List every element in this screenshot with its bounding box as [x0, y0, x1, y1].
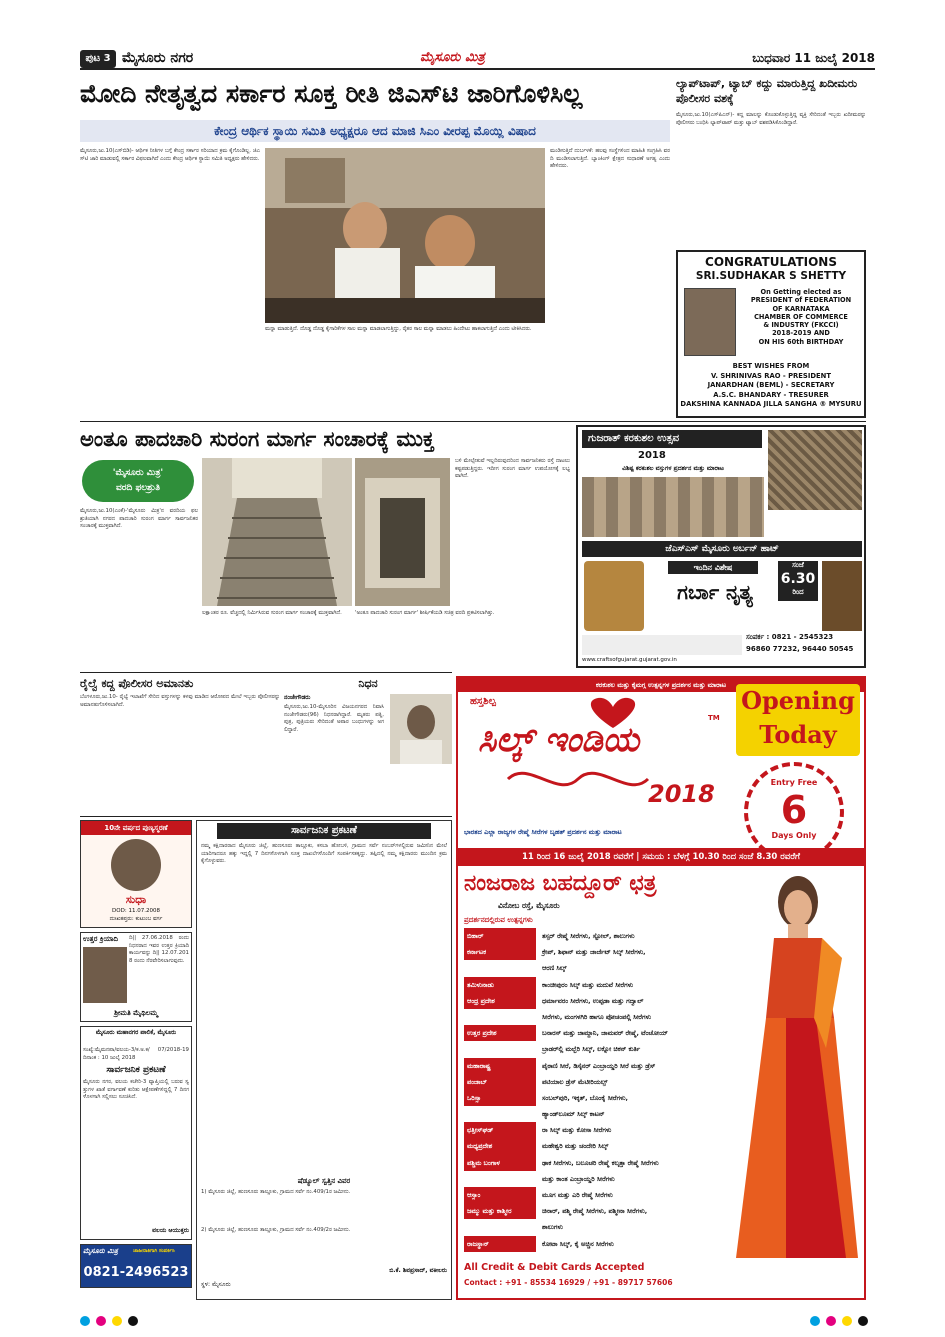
notice-schedule-title: ಷೆಡ್ಯೂಲ್ ಸ್ವತ್ತಿನ ವಿವರ [297, 1177, 351, 1185]
silk-contact: Contact : +91 - 85534 16929 / +91 - 89717 57606 [464, 1278, 673, 1287]
side-news-headline: ಲ್ಯಾಪ್‌ಟಾಪ್, ಟ್ಯಾಬ್ ಕದ್ದು ಮಾರುತ್ತಿದ್ದ ಖದೀಮರು ಪೊಲೀಸರ ವಶಕ್ಕೆ [676, 77, 858, 105]
gujarat-utsav-ad [576, 425, 866, 668]
silk-logo-text: ಸಿಲ್ಕ್ ಇಂಡಿಯ [478, 720, 640, 760]
top-strip-text: ಕರಕುಶಲ ಮತ್ತು ಕೈಮಗ್ಗ ಉತ್ಪನ್ನಗಳ ಪ್ರದರ್ಶನ ಮತ್ತು ಮಾರಾಟ [595, 681, 727, 689]
registration-dot [112, 1316, 122, 1326]
time-label: ಸಂಜೆ [792, 561, 804, 569]
classified-logo: ಮೈಸೂರು ಮಿತ್ರ [83, 1247, 118, 1255]
page-header [80, 48, 875, 70]
days-number: 6 [780, 788, 808, 832]
product-state: ಪಂಜಾಬ್ [464, 1074, 536, 1090]
product-items: ಹ್ಯಾಂಡ್‌ಲೂಮ್ ಸಿಲ್ಕ್ ಕಾಟನ್ [542, 1110, 605, 1119]
congrats-line: OF KARNATAKA [772, 304, 830, 313]
product-items: ಚಿನಾರ್, ಪಶ್ಮಿ ರೇಷ್ಮೆ ಸೀರೆಗಳು, ಪಶ್ಮೀನಾ ಸೀರೆಗಳು, [542, 1207, 648, 1216]
classified-phone: 0821-2496523 [83, 1265, 189, 1280]
remembrance-date: DOD: 11.07.2008 [112, 908, 160, 914]
product-items: ತಸ್ಸರ್ ರೇಷ್ಮೆ ಸೀರೆಗಳು, ಸ್ಟೋಲ್, ಶಾಲುಗಳು [542, 932, 635, 940]
subway-caption-2: 'ಅಂತೂ ಪಾದಚಾರಿ ಸುರಂಗ ಮಾರ್ಗ' ಶೀರ್ಷಿಕೆಯಡಿ ಸಚಿತ್ರ ವರದಿ ಪ್ರಕಟಿಸಲಾಗಿತ್ತು. [355, 610, 495, 616]
divider [80, 672, 452, 673]
product-state: ಮಧ್ಯಪ್ರದೇಶ [464, 1138, 536, 1154]
utsav-subtitle: ವಿಶಿಷ್ಟ ಕರಕುಶಲ ವಸ್ತುಗಳ ಪ್ರದರ್ಶನ ಮತ್ತು ಮಾರಾಟ [622, 465, 724, 472]
time-suffix: ರಿಂದ [792, 588, 804, 596]
subway-photo-2 [355, 458, 450, 606]
silk-tm: TM [708, 714, 720, 722]
header-date: ಬುಧವಾರ 11 ಜುಲೈ 2018 [752, 51, 875, 65]
product-state [464, 1041, 536, 1057]
portrait-graphic [390, 694, 452, 764]
product-row [464, 1138, 724, 1154]
product-state: ಬಿಹಾರ್ [464, 928, 536, 944]
opening-line-2: Today [759, 720, 837, 749]
notice-place: ಸ್ಥಳ: ಮೈಸೂರು [201, 1281, 231, 1288]
product-items: ಪೈಠಾಣಿ ಸೀರೆ, ಡಿಸೈನರ್ ಎಂಬ್ರಾಯ್ಡರಿ ಸೀರೆ ಮತ್ತು ಡ್ರೆಸ್ [542, 1061, 656, 1070]
product-row [464, 944, 724, 960]
lead-headline: ಮೋದಿ ನೇತೃತ್ವದ ಸರ್ಕಾರ ಸೂಕ್ತ ರೀತಿ ಜಿಎಸ್‌ಟಿ ಜಾರಿಗೊಳಿಸಿಲ್ಲ [80, 79, 583, 108]
remembrance-from: ದುಃಖತಪ್ತರು: ಕುಟುಂಬ ವರ್ಗ [109, 916, 163, 922]
ritual-body: ದಿ|| 27.06.2018 ರಂದು ನಿಧನರಾದ ಇವರ ಉತ್ತರ ಕ್ರಿಯಾದಿ ಕಾರ್ಯವನ್ನು ದಿ|| 12.07.2018 ರಂದು ನೆರವೇರಿಸಲಾಗುವುದು. [129, 935, 189, 964]
product-state: ರಾಜಸ್ಥಾನ್ [464, 1236, 536, 1252]
registration-dot [810, 1316, 820, 1326]
page-number: ಪುಟ 3 [85, 53, 111, 64]
registration-dot [128, 1316, 138, 1326]
meeting-photo-graphic [265, 148, 545, 323]
product-items: ಪಟಿಯಾಲ ಡ್ರೆಸ್ ಮೆಟೀರಿಯಲ್ಸ್ [542, 1077, 608, 1086]
utsav-time-box [778, 561, 818, 601]
product-row [464, 977, 724, 993]
congrats-name: SRI.SUDHAKAR S SHETTY [695, 270, 847, 282]
court-body: ಮೈಸೂರು ನಗರ, ವಲಯ ಕಚೇರಿ-3 ವ್ಯಾಪ್ತಿಯಲ್ಲಿ ಬರುವ ಸ್ವತ್ತುಗಳ ಖಾತೆ ವರ್ಗಾವಣೆ ಕುರಿತು ಆಕ್ಷೇಪಣೆಗಳಿದ್ದಲ್ಲಿ 7 ದಿನಗಳೊಳಗಾಗಿ ಸಲ್ಲಿಸಲು ಸೂಚಿಸಿದೆ. [83, 1079, 189, 1101]
remembrance-box [80, 820, 192, 928]
product-state: ಒರಿಸ್ಸಾ [464, 1090, 536, 1106]
subway-photo-1 [202, 458, 352, 606]
product-row [464, 1155, 724, 1171]
silk-road: ವಿನೋಬ ರಸ್ತೆ, ಮೈಸೂರು [498, 901, 560, 910]
lead-column-1: ಮೈಸೂರು,ಜು.10(ಎಸ್‌ಬಿಡಿ)- ಆರ್ಥಿಕ ನೀತಿಗಳ ಬಗ್ಗೆ ಕೇಂದ್ರ ಸರ್ಕಾರ ಸರಿಯಾದ ಕ್ರಮ ಕೈಗೊಂಡಿಲ್ಲ. ಜಿಎಸ್‌ಟಿ ಜಾರಿ ಮಾಡುವಲ್ಲಿ ಸರ್ಕಾರ ವಿಫಲವಾಗಿದೆ ಎಂದು ಕೇಂದ್ರ ಆರ್ಥಿಕ ಸ್ಥಾಯಿ ಸಮಿತಿ ಅಧ್ಯಕ್ಷರು ಹೇಳಿದರು. [80, 148, 260, 162]
product-state [464, 1009, 536, 1025]
utsav-title [582, 430, 762, 448]
product-state: ಪಶ್ಚಿಮ ಬಂಗಾಳ [464, 1155, 536, 1171]
lead-column-2: ಮನ್ನಾ ಮಾಡುತ್ತಿದೆ. ದೊಡ್ಡ ದೊಡ್ಡ ಕೈಗಾರಿಕೆಗಳ ಸಾಲ ಮನ್ನಾ ಮಾಡಲಾಗುತ್ತಿದ್ದು, ರೈತರ ಸಾಲ ಮನ್ನಾ ಮಾಡಲು ಹಿಂದೇಟು ಹಾಕಲಾಗುತ್ತಿದೆ ಎಂದು ಟೀಕಿಸಿದರು. [265, 326, 532, 332]
product-items: ಶಾಲುಗಳು [542, 1223, 563, 1232]
products-title: ಪ್ರದರ್ಶನದಲ್ಲಿರುವ ಉತ್ಪನ್ನಗಳು [464, 916, 533, 924]
product-row [464, 1090, 724, 1106]
silk-india-ad [456, 676, 866, 1300]
product-items: ಮಹೇಶ್ವರಿ ಮತ್ತು ಚಂದೇರಿ ಸಿಲ್ಕ್ [542, 1142, 609, 1151]
product-row [464, 1122, 724, 1138]
product-row [464, 1106, 724, 1122]
congrats-line: ON HIS 60th BIRTHDAY [758, 337, 844, 346]
court-title: ಸಾರ್ವಜನಿಕ ಪ್ರಕಟಣೆ [106, 1065, 166, 1075]
remembrance-header: 10ನೇ ವರ್ಷದ ಪುಣ್ಯಸ್ಮರಣೆ [81, 821, 191, 835]
ritual-name: ಶ್ರೀಮತಿ ಮೈಥಿಲಮ್ಮ [114, 1009, 158, 1017]
utsav-venue-text: ಜೆಎಸ್‌ಎಸ್ ಮೈಸೂರು ಅರ್ಬನ್ ಹಾಟ್ [665, 544, 779, 554]
silk-year: 2018 [648, 780, 715, 808]
product-items: ಆರಣಿ ಸಿಲ್ಕ್ [542, 964, 567, 973]
congratulations-ad [676, 250, 866, 418]
product-items: ಸೀರೆಗಳು, ಮಂಗಳಗಿರಿ ಹಾಗೂ ಪೋಚಂಪಲ್ಲಿ ಸೀರೆಗಳು [542, 1012, 652, 1021]
notice-schedule-2: 2) ಮೈಸೂರು ಜಿಲ್ಲೆ, ಹುಣಸೂರು ತಾಲ್ಲೂಕು, ಗ್ರಾಮದ ಸರ್ವೆ ನಂ.409/2ರ ಜಮೀನು. [201, 1227, 351, 1233]
honoree-photo [684, 288, 736, 356]
product-items: ರಾ ಸಿಲ್ಕ್ ಮತ್ತು ಕೋಸಾ ಸೀರೆಗಳು [542, 1126, 612, 1135]
subway-column-3: ಬಳಿ ಮೇಲ್ಸೇತುವೆ ಇಲ್ಲದಿರುವುದರಿಂದ ಸಾರ್ವಜನಿಕರು ರಸ್ತೆ ದಾಟಲು ಕಷ್ಟಪಡುತ್ತಿದ್ದರು. ಇದೀಗ ಸುರಂಗ ಮಾರ್ಗ ಉಪಯೋಗಕ್ಕೆ ಲಭ್ಯವಾಗಿದೆ. [455, 458, 570, 480]
badge-line-1: 'ಮೈಸೂರು ಮಿತ್ರ' [112, 468, 164, 478]
silk-dates-text: 11 ರಿಂದ 16 ಜುಲೈ 2018 ರವರೆಗೆ | ಸಮಯ : ಬೆಳಗ್ಗೆ 10.30 ರಿಂದ ಸಂಜೆ 8.30 ರವರೆಗೆ [522, 852, 800, 862]
wishes-label: BEST WISHES FROM [732, 362, 810, 370]
congrats-wishes [678, 362, 864, 410]
utsav-website: www.craftsofgujarat.gujarat.gov.in [582, 657, 677, 663]
utsav-logos [582, 635, 742, 655]
product-row [464, 1203, 724, 1219]
silk-tagline: ಭಾರತದ ಎಲ್ಲಾ ರಾಜ್ಯಗಳ ರೇಷ್ಮೆ ಸೀರೆಗಳ ಬೃಹತ್ ಪ್ರದರ್ಶನ ಮತ್ತು ಮಾರಾಟ [464, 828, 622, 836]
section-name: ಮೈಸೂರು ನಗರ [122, 50, 194, 66]
public-notice-box [196, 820, 452, 1300]
stairs-photo-graphic [202, 458, 352, 606]
death-ritual-box [80, 932, 192, 1022]
notice-title-text: ಸಾರ್ವಜನಿಕ ಪ್ರಕಟಣೆ [291, 825, 357, 836]
product-items: ಕಾಂಚೀಪುರಂ ಸಿಲ್ಕ್ ಮತ್ತು ಮದುವೆ ಸೀರೆಗಳು [542, 980, 634, 989]
product-state [464, 1171, 536, 1187]
wisher: A.S.C. BHANDARY - TRESURER [713, 390, 829, 399]
silk-dates [458, 848, 864, 866]
product-row [464, 1171, 724, 1187]
masthead: ಮೈಸೂರು ಮಿತ್ರ [420, 50, 485, 65]
saree-model-image [726, 868, 864, 1258]
utsav-dancers-photo [822, 561, 862, 631]
lead-subhead [80, 120, 670, 142]
obituary-header: ನಿಧನ [358, 677, 378, 690]
court-sign: ವಲಯ ಆಯುಕ್ತರು [152, 1227, 189, 1234]
product-row [464, 1187, 724, 1203]
opening-today-badge [736, 684, 860, 756]
product-items: ಢಾಕ ಸೀರೆಗಳು, ಬಲೂಚರಿ ರೇಷ್ಮೆ ಕಲ್ಕತ್ತಾ ರೇಷ್ಮೆ ಸೀರೆಗಳು [542, 1158, 659, 1167]
subway-badge [82, 460, 194, 502]
utsav-contact: ಸಂಪರ್ಕ : 0821 - 2545323 [746, 633, 834, 641]
ritual-photo [83, 947, 127, 1003]
product-items: ಮೂಗ ಮತ್ತು ಎರಿ ರೇಷ್ಮೆ ಸೀರೆಗಳು [542, 1191, 613, 1199]
product-row [464, 928, 724, 944]
product-row [464, 1025, 724, 1041]
product-items: ಬ್ರಾಡರ್‌ಲ್ಲಿ ಮಲ್ಬೆರಿ ಸಿಲ್ಕ್, ಲಕ್ನೋ ಚಿಕನ್ ಕುರ್ತಿ [542, 1045, 641, 1054]
product-items: ಕೋಟಾ ಸಿಲ್ಕ್, ಕೈ ಅಚ್ಚಿನ ಸೀರೆಗಳು [542, 1239, 614, 1248]
subway-caption-1: ಲಕ್ಷಾಂತರ ರೂ. ವೆಚ್ಚದಲ್ಲಿ ನಿರ್ಮಿಸಿರುವ ಸುರಂಗ ಮಾರ್ಗ ಸಂಚಾರಕ್ಕೆ ಮುಕ್ತವಾಗಿದೆ. [202, 610, 342, 616]
lead-subhead-text: ಕೇಂದ್ರ ಆರ್ಥಿಕ ಸ್ಥಾಯಿ ಸಮಿತಿ ಅಧ್ಯಕ್ಷರೂ ಆದ ಮಾಜಿ ಸಿಎಂ ವೀರಪ್ಪ ಮೊಯ್ಲಿ ವಿಷಾದ [214, 124, 536, 138]
utsav-dance: ಗರ್ಬಾ ನೃತ್ಯ [677, 580, 753, 604]
product-state: ಮಹಾರಾಷ್ಟ್ರ [464, 1058, 536, 1074]
congrats-line: On Getting elected as [760, 288, 842, 296]
obituary-name: ನಂಜೇಗೌಡರು [284, 694, 311, 701]
days-only-badge [744, 762, 844, 862]
product-row [464, 1058, 724, 1074]
registration-dot [842, 1316, 852, 1326]
product-row [464, 1219, 724, 1235]
wisher: DAKSHINA KANNADA JILLA SANGHA ® MYSURU [680, 400, 862, 408]
court-notice-box [80, 1026, 192, 1240]
opening-line-1: Opening [741, 686, 855, 715]
product-row [464, 960, 724, 976]
product-row [464, 993, 724, 1009]
railway-body: ಬೆಂಗಳೂರು,ಜು.10- ರೈಲ್ವೆ ಇಲಾಖೆಗೆ ಸೇರಿದ ವಸ್ತುಗಳನ್ನು ಕಳವು ಮಾಡಿದ ಆರೋಪದ ಮೇಲೆ ಇಬ್ಬರು ಪೊಲೀಸರನ್ನು ಅಮಾನತುಗೊಳಿಸಲಾಗಿದೆ. [80, 694, 280, 708]
product-items: ಕ್ರೇಪ್, ಶಿಫಾನ್ ಮತ್ತು ಜಾರ್ಜೆಟ್ ಸಿಲ್ಕ್ ಸೀರೆಗಳು, [542, 948, 646, 957]
classified-label: ಜಾಹೀರಾತಿಗಾಗಿ ಸಂಪರ್ಕಿಸಿ [133, 1248, 175, 1254]
notice-schedule-1: 1) ಮೈಸೂರು ಜಿಲ್ಲೆ, ಹುಣಸೂರು ತಾಲ್ಲೂಕು, ಗ್ರಾಮದ ಸರ್ವೆ ನಂ.409/1ರ ಜಮೀನು. [201, 1189, 351, 1195]
silk-infinity-swirl [498, 764, 658, 794]
silk-cards: All Credit & Debit Cards Accepted [464, 1262, 645, 1273]
days-label: Days Only [771, 831, 817, 840]
product-items: ಸಂಬಲ್‌ಪುರಿ, ಇಕ್ಕತ್, ಬೊಂಕೈ ಸೀರೆಗಳು, [542, 1093, 628, 1102]
entry-free: Entry Free [770, 778, 818, 787]
subway-headline: ಅಂತೂ ಪಾದಚಾರಿ ಸುರಂಗ ಮಾರ್ಗ ಸಂಚಾರಕ್ಕೆ ಮುಕ್ತ [80, 427, 435, 451]
congrats-line: & INDUSTRY (FKCCI) [763, 321, 839, 330]
obituary-photo [390, 694, 452, 764]
product-state [464, 960, 536, 976]
divider [80, 816, 452, 817]
side-news-body: ಮೈಸೂರು,ಜು.10(ಎಸ್‌ಪಿಎನ್)- ಕದ್ದ ಮಾಲನ್ನು ಕೊಂಡುಕೊಳ್ಳುತ್ತಿದ್ದ ವ್ಯಕ್ತಿ ಸೇರಿದಂತೆ ಇಬ್ಬರು ಖದೀಮರನ್ನು ಪೊಲೀಸರು ಬಂಧಿಸಿ ಲ್ಯಾಪ್‌ಟಾಪ್ ಮತ್ತು ಟ್ಯಾಬ್ ವಶಪಡಿಸಿಕೊಂಡಿದ್ದಾರೆ. [676, 112, 866, 126]
congrats-line: 2018-2019 AND [772, 329, 830, 338]
utsav-special-label: ಇಂದಿನ ವಿಶೇಷ [668, 561, 758, 574]
court-name: ಮೈಸೂರು ಮಹಾನಗರ ಪಾಲಿಕೆ, ಮೈಸೂರು [95, 1029, 177, 1036]
product-state [464, 1106, 536, 1122]
congrats-title: CONGRATULATIONS [705, 255, 837, 269]
obituary-body: ಮೈಸೂರು,ಜು.10-ಮೈಸೂರಿನ ವಿಜಯನಗರದ ನಿವಾಸಿ ನಂಜೇಗೌಡರು(96) ನಿಧನರಾಗಿದ್ದಾರೆ. ಮೃತರು ಪತ್ನಿ, ಪುತ್ರ, ಪುತ್ರಿಯರು ಸೇರಿದಂತೆ ಅಪಾರ ಬಂಧುಗಳನ್ನು ಅಗಲಿದ್ದಾರೆ. [284, 704, 384, 733]
garba-dancer-photo [584, 561, 644, 631]
registration-dot [96, 1316, 106, 1326]
registration-dot [858, 1316, 868, 1326]
congrats-line: PRESIDENT of FEDERATION [750, 296, 852, 305]
product-items: ಬನಾರಸ್ ಮತ್ತು ಜಾಮ್ದಾನಿ, ಜಾಮವರ್ ರೇಷ್ಮೆ, ಟೆಂಚೋಯ್ [542, 1029, 668, 1038]
classified-contact [80, 1244, 192, 1288]
product-state: ಆಸ್ಸಾಂ [464, 1187, 536, 1203]
product-state: ಕರ್ನಾಟಕ [464, 944, 536, 960]
product-state: ಛತ್ತೀಸ್‌ಘಡ್ [464, 1122, 536, 1138]
utsav-venue [582, 541, 862, 557]
product-items: ಧರ್ಮಾವರಂ ಸೀರೆಗಳು, ಉಪ್ಪಡಾ ಮತ್ತು ಗದ್ವಾಲ್ [542, 996, 644, 1005]
utsav-phones: 96860 77232, 96440 50545 [746, 645, 854, 653]
railway-headline: ರೈಲ್ವೆ ಕದ್ದ ಪೊಲೀಸರ ಅಮಾನತು [80, 677, 194, 690]
products-table [464, 928, 724, 1252]
tunnel-photo-graphic [355, 458, 450, 606]
product-items: ಮತ್ತು ಕಾಂತ ಎಂಬ್ರಾಯ್ಡರಿ ಸೀರೆಗಳು [542, 1174, 615, 1183]
utsav-year: 2018 [638, 450, 666, 461]
product-row [464, 1009, 724, 1025]
utsav-crafts-photo [768, 430, 862, 510]
product-state [464, 1219, 536, 1235]
time-value: 6.30 [780, 571, 816, 587]
subway-column-1: ಮೈಸೂರು,ಜು.10(ಎಂಕೆ)-'ಮೈಸೂರು ಮಿತ್ರ'ನ ವರದಿಯ ಫಲಶ್ರುತಿಯಾಗಿ ನಗರದ ಪಾದಚಾರಿ ಸುರಂಗ ಮಾರ್ಗ ಸಾರ್ವಜನಿಕರ ಸಂಚಾರಕ್ಕೆ ಮುಕ್ತವಾಗಿದೆ. [80, 508, 198, 530]
page-number-badge [80, 50, 116, 68]
notice-advocate: ಬಿ.ಕೆ. ಶಿವಪ್ರಸಾದ್, ವಕೀಲರು [389, 1267, 447, 1274]
remembrance-name: ಸುಧಾ [125, 893, 147, 906]
congrats-line: CHAMBER OF COMMERCE [754, 312, 848, 321]
product-row [464, 1236, 724, 1252]
remembrance-photo [111, 839, 161, 891]
divider [80, 421, 866, 422]
product-state: ಉತ್ತರ ಪ್ರದೇಶ [464, 1025, 536, 1041]
notice-body: ನಮ್ಮ ಕಕ್ಷಿದಾರರಾದ ಮೈಸೂರು ಜಿಲ್ಲೆ, ಹುಣಸೂರು ತಾಲ್ಲೂಕು, ಕಸಬಾ ಹೋಬಳಿ, ಗ್ರಾಮದ ಸರ್ವೆ ನಂಬರ್‌ಗಳಲ್ಲಿರುವ ಜಮೀನಿನ ಮೇಲೆ ಯಾರಿಗಾದರೂ ಹಕ್ಕು ಇದ್ದಲ್ಲಿ 7 ದಿನಗಳೊಳಗಾಗಿ ಸೂಕ್ತ ದಾಖಲೆಗಳೊಂದಿಗೆ ಸಂಪರ್ಕಿಸತಕ್ಕದ್ದು. ತಪ್ಪಿದಲ್ಲಿ ನಮ್ಮ ಕಕ್ಷಿದಾರರು ಮುಂದಿನ ಕ್ರಮ ಕೈಗೊಳ್ಳುವರು. [201, 843, 447, 865]
congrats-details [740, 288, 862, 346]
lead-column-4: ಮಂಡಿಸುತ್ತಿದೆ ದುರ್ಬಳಕೆ: ಹಲವು ಸಂಸ್ಥೆಗಳಿಂದ ಮಾಹಿತಿ ಸಂಗ್ರಹಿಸಿ ವರದಿ ಮಂಡಿಸಲಾಗುತ್ತಿದೆ. ಬ್ಯಾಂಕಿಂಗ್ ಕ್ಷೇತ್ರದ ಸುಧಾರಣೆ ಅಗತ್ಯ ಎಂದು ಹೇಳಿದರು. [550, 148, 670, 170]
badge-line-2: ವರದಿ ಫಲಶ್ರುತಿ [115, 483, 161, 493]
registration-dot [826, 1316, 836, 1326]
utsav-title-text: ಗುಜರಾತ್ ಕರಕುಶಲ ಉತ್ಸವ [588, 433, 680, 444]
lead-photo [265, 148, 545, 323]
product-state: ತಮಿಳುನಾಡು [464, 977, 536, 993]
wisher: JANARDHAN (BEML) - SECRETARY [707, 381, 835, 389]
product-row [464, 1041, 724, 1057]
silk-brand: ಹಸ್ತಶಿಲ್ಪ [470, 696, 496, 707]
product-state: ಜಮ್ಮು ಮತ್ತು ಕಾಶ್ಮೀರ [464, 1203, 536, 1219]
ritual-header: ಉತ್ತರ ಕ್ರಿಯಾದಿ [83, 935, 118, 943]
registration-dot [80, 1316, 90, 1326]
utsav-collage [582, 477, 764, 537]
court-ref: ಸಂಖ್ಯೆ:ಮೈಮನಪಾ/ವಲಯ-3/ಕ.ಅ.ಕ/ 07/2018-19 ದಿನಾಂಕ : 10 ಜುಲೈ 2018 [83, 1047, 189, 1061]
product-row [464, 1074, 724, 1090]
silk-venue: ನಂಜರಾಜ ಬಹದ್ದೂರ್ ಛತ್ರ [464, 871, 657, 896]
wisher: V. SHRINIVAS RAO - PRESIDENT [711, 371, 831, 380]
notice-title [217, 823, 431, 839]
product-state: ಆಂಧ್ರ ಪ್ರದೇಶ [464, 993, 536, 1009]
